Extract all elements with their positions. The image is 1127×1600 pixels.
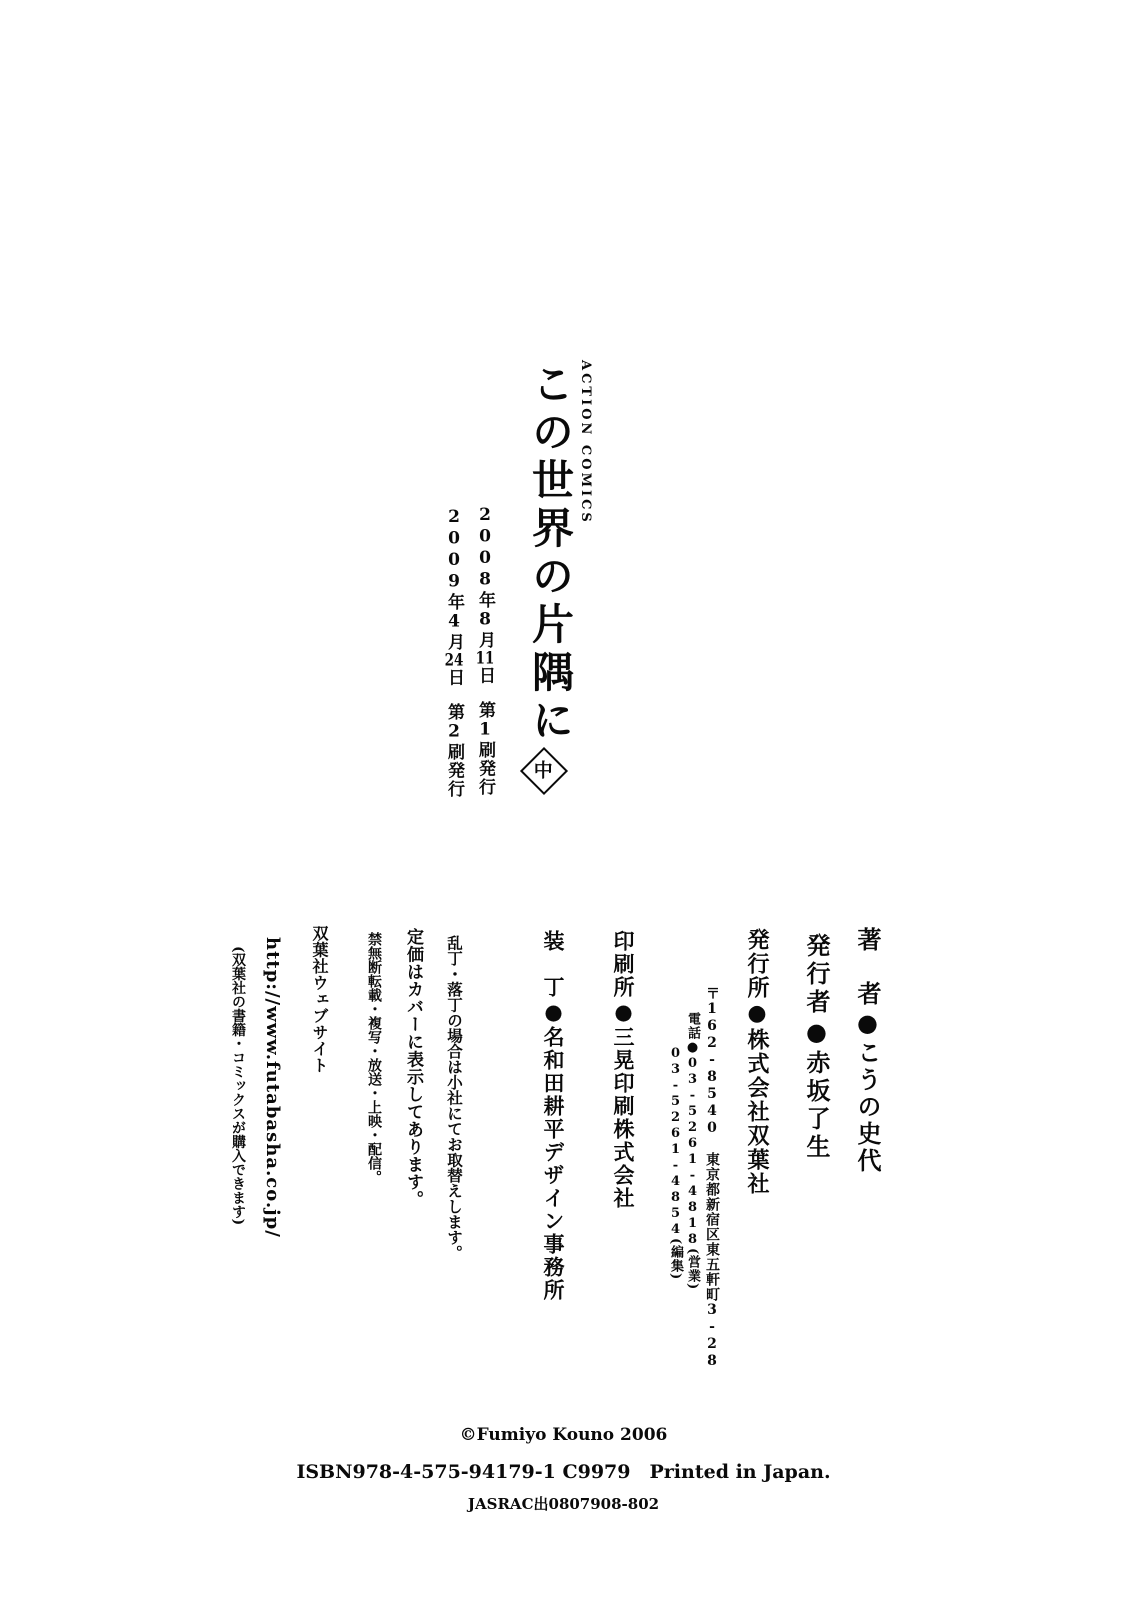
copyright-line: ©Fumiyo Kouno 2006 <box>459 1425 668 1445</box>
printer-credit: 印刷所●三晃印刷株式会社 <box>611 930 636 1210</box>
printing-1-date-suffix: 日 <box>475 666 495 685</box>
phone-editorial <box>666 1046 685 1280</box>
footer-block <box>0 1425 1127 1514</box>
phone-edit-dept: (編集) <box>668 1238 683 1281</box>
notice-replacement: 乱丁・落丁の場合は小社にてお取替えします。 <box>445 935 464 1261</box>
publisher-company-credit: 発行所●株式会社双葉社 <box>744 928 770 1196</box>
notice-rights: 禁無断転載・複写・放送・上映・配信。 <box>366 932 382 1184</box>
printing-2-date: 2009年4月 <box>444 507 464 652</box>
printing-1-day: 11 <box>475 649 495 667</box>
website-note: (双葉社の書籍・コミックスが購入できます) <box>230 946 246 1226</box>
phone-edit-number: 03-5261-4854 <box>668 1046 683 1238</box>
postal-code: 〒162-8540 <box>704 986 720 1137</box>
phone-label: 電話● <box>685 1012 700 1056</box>
printing-line-1 <box>473 505 498 797</box>
isbn-line: ISBN978-4-575-94179-1 C9979 Printed in Japan. <box>296 1461 831 1483</box>
printing-2-date-suffix: 日 <box>444 668 464 687</box>
printing-2-day: 24 <box>444 651 464 669</box>
series-imprint: ACTION COMICS <box>578 360 593 525</box>
website-label: 双葉社ウェブサイト <box>310 925 329 1074</box>
address-main: 東京都新宿区東五軒町 <box>704 1137 720 1302</box>
printing-2-edition: 第2刷発行 <box>444 703 464 799</box>
publisher-person-credit: 発行者●赤坂了生 <box>802 933 831 1162</box>
volume-mark: 中 <box>534 759 554 782</box>
volume-mark-diamond <box>520 747 568 795</box>
book-title: この世界の片隅に <box>526 362 575 746</box>
printing-line-2 <box>442 507 467 799</box>
author-credit: 著 者●こうの史代 <box>853 927 882 1175</box>
phone-sales-dept: (営業) <box>685 1248 700 1291</box>
publisher-address <box>702 986 722 1370</box>
printing-1-edition: 第1刷発行 <box>475 701 495 797</box>
website-url: http://www.futabasha.co.jp/ <box>262 937 283 1238</box>
designer-credit: 装 丁●名和田耕平デザイン事務所 <box>541 930 566 1302</box>
phone-sales-number: 03-5261-4818 <box>685 1056 700 1248</box>
printing-1-date: 2008年8月 <box>475 505 495 650</box>
notice-price: 定価はカバーに表示してあります。 <box>403 928 423 1208</box>
phone-sales <box>683 1012 702 1290</box>
address-number: 3-28 <box>704 1302 720 1370</box>
jasrac-line: JASRAC出0807908-802 <box>467 1495 660 1513</box>
